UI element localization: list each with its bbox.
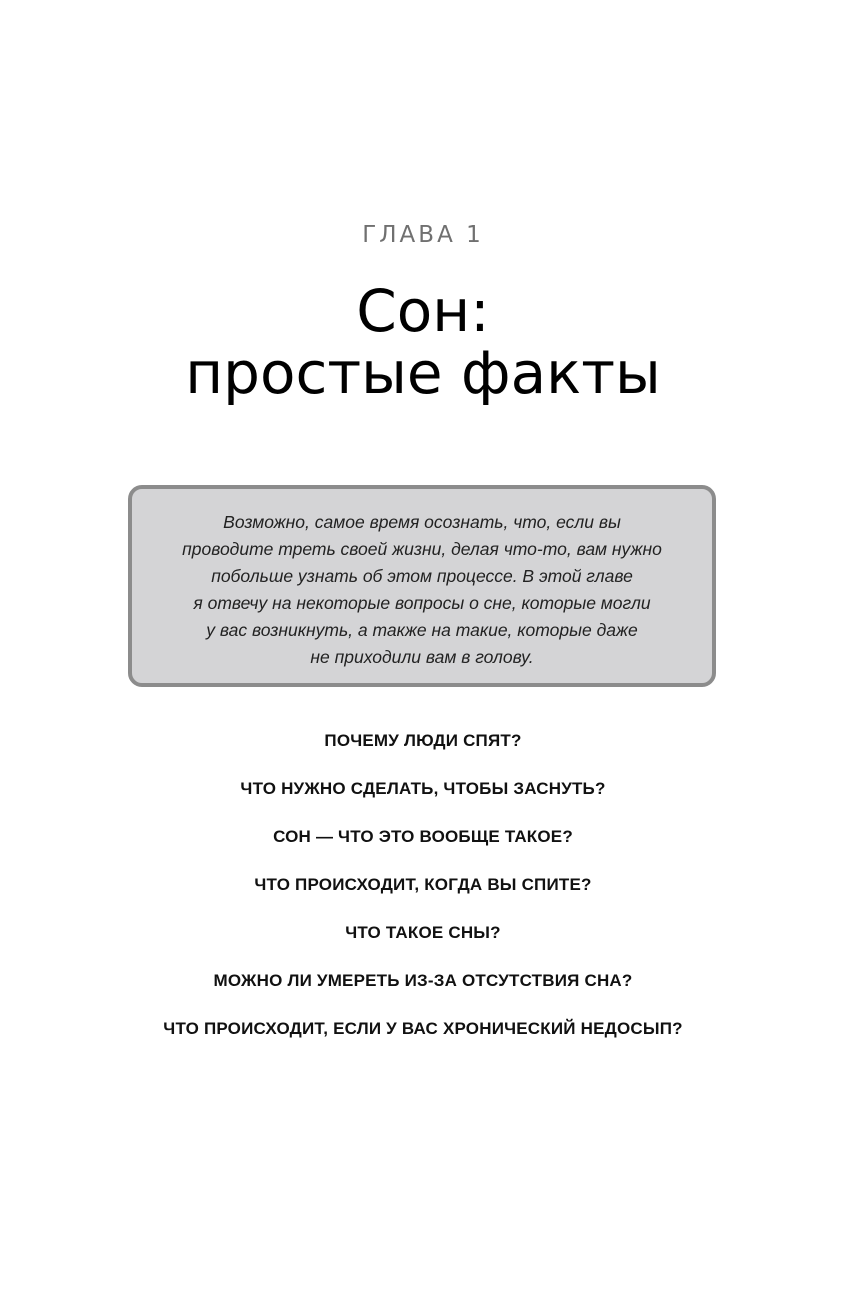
question-list — [0, 730, 846, 1066]
question-item: ЧТО ПРОИСХОДИТ, КОГДА ВЫ СПИТЕ? — [254, 875, 592, 894]
question-item: ПОЧЕМУ ЛЮДИ СПЯТ? — [324, 731, 522, 750]
intro-line: проводите треть своей жизни, делая что-то, вам нужно — [182, 539, 662, 559]
question-item: ЧТО НУЖНО СДЕЛАТЬ, ЧТОБЫ ЗАСНУТЬ? — [240, 779, 606, 798]
intro-line: побольше узнать об этом процессе. В этой главе — [211, 566, 633, 586]
intro-callout-box — [128, 485, 716, 687]
intro-line: я отвечу на некоторые вопросы о сне, которые могли — [193, 593, 651, 613]
question-item: МОЖНО ЛИ УМЕРЕТЬ ИЗ-ЗА ОТСУТСТВИЯ СНА? — [213, 971, 633, 990]
intro-line: Возможно, самое время осознать, что, если вы — [223, 512, 621, 532]
intro-line: у вас возникнуть, а также на такие, которые даже — [206, 620, 638, 640]
intro-line: не приходили вам в голову. — [310, 647, 534, 667]
intro-text — [142, 509, 702, 671]
question-item: ЧТО ТАКОЕ СНЫ? — [345, 923, 501, 942]
chapter-title-line-2: простые факты — [185, 339, 661, 407]
question-item: ЧТО ПРОИСХОДИТ, ЕСЛИ У ВАС ХРОНИЧЕСКИЙ НЕДОСЫП? — [163, 1019, 683, 1038]
question-item: СОН — ЧТО ЭТО ВООБЩЕ ТАКОЕ? — [273, 827, 573, 846]
chapter-title — [0, 277, 846, 407]
chapter-label: ГЛАВА 1 — [362, 222, 484, 248]
chapter-title-line-1: Сон: — [356, 277, 490, 345]
